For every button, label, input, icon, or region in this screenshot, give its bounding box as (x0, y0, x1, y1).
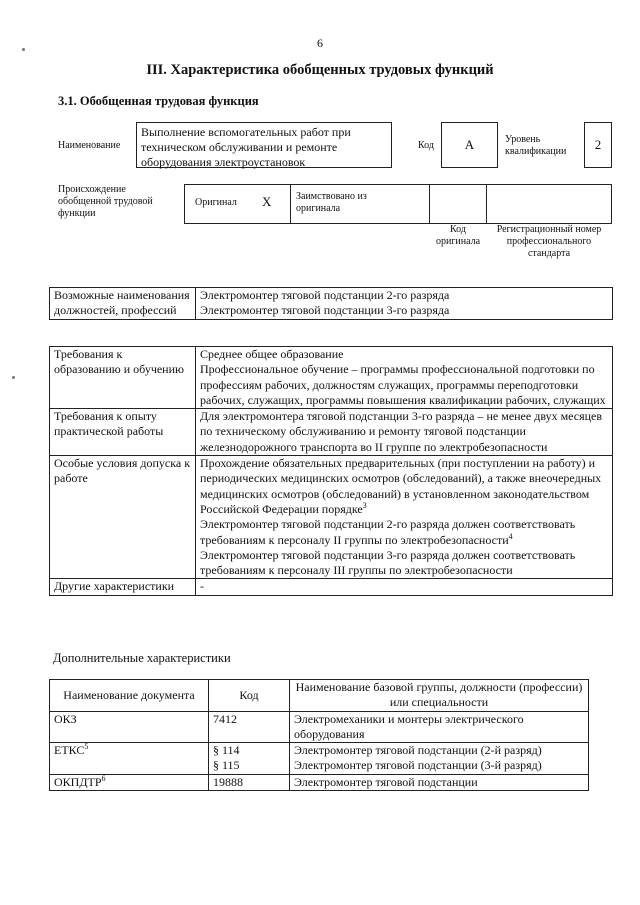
original-mark: X (262, 194, 272, 209)
group-name-line: Электромонтер тяговой подстанции (3-й разряд) (294, 758, 542, 773)
table-row (50, 743, 589, 775)
level-value: 2 (594, 137, 602, 152)
doc-cell (50, 774, 209, 790)
list-item: Электромонтер тяговой подстанции 3-го разряда (200, 303, 450, 318)
origin-divider (486, 184, 487, 224)
code-label: Код (418, 140, 434, 151)
group-name-cell (290, 743, 589, 775)
positions-label: Возможные наименования должностей, профессий (50, 288, 196, 320)
footnote-ref: 6 (101, 773, 106, 783)
table-row (50, 680, 589, 712)
list-item: Электромонтер тяговой подстанции 2-го разряда (200, 288, 450, 302)
requirement-line (200, 456, 608, 517)
footnote-ref: 3 (362, 500, 367, 510)
header-cell: Наименование документа (50, 680, 209, 712)
requirement-line: Электромонтер тяговой подстанции 3-го разряда должен соответствовать требованиям к персоналу III группы по электробезопасности (200, 547, 576, 578)
additional-title: Дополнительные характеристики (53, 651, 231, 665)
doc-name: ОКЗ (54, 711, 77, 726)
footnote-ref: 5 (84, 742, 89, 752)
table-row (50, 579, 613, 595)
requirement-label: Другие характеристики (50, 579, 196, 595)
code-original-caption: Код оригинала (435, 224, 481, 247)
table-row (50, 774, 589, 790)
table-row (50, 456, 613, 579)
subsection-title: 3.1. Обобщенная трудовая функция (58, 94, 259, 108)
table-row (50, 409, 613, 456)
requirement-text: Электромонтер тяговой подстанции 2-го разряда должен соответствовать требованиям к персоналу II группы по электробезопасности (200, 517, 576, 547)
requirement-value: - (196, 579, 613, 595)
table-row (50, 288, 613, 320)
code-value: А (464, 137, 475, 152)
group-name-cell: Электромонтер тяговой подстанции (290, 774, 589, 790)
requirement-line: Среднее общее образование (200, 347, 344, 361)
requirement-value (196, 409, 613, 456)
code-cell (209, 743, 290, 775)
doc-cell (50, 711, 209, 743)
origin-divider (290, 184, 291, 224)
origin-label: Происхождение обобщенной трудовой функции (58, 184, 153, 219)
group-name-line: Электромонтер тяговой подстанции (2-й разряд) (294, 743, 542, 758)
positions-values (196, 288, 613, 320)
table-row (50, 347, 613, 409)
origin-grid (184, 184, 612, 224)
level-value-box (584, 122, 612, 168)
original-label: Оригинал (195, 197, 237, 208)
reg-number-caption: Регистрационный номер профессионального стандарта (496, 224, 602, 259)
name-value: Выполнение вспомогательных работ при техническом обслуживании и ремонте оборудования электроустановок (141, 125, 351, 169)
requirement-label: Требования к образованию и обучению (50, 347, 196, 409)
additional-table (49, 679, 589, 791)
requirement-value (196, 456, 613, 579)
group-name-cell: Электромеханики и монтеры электрического оборудования (290, 711, 589, 743)
code-value-box (441, 122, 498, 168)
borrowed-label: Заимствовано из оригинала (296, 191, 367, 214)
code-cell: 19888 (209, 774, 290, 790)
requirement-label: Требования к опыту практической работы (50, 409, 196, 456)
table-row (50, 711, 589, 743)
doc-name: ЕТКС (54, 743, 85, 758)
requirement-line: Для электромонтера тяговой подстанции 3-го разряда – не менее двух месяцев по техническому обслуживанию и ремонту тяговой подстанции железнодорожного транспорта во II группе по электробезопасности (200, 409, 603, 454)
requirement-line: Профессиональное обучение – программы профессиональной подготовки по профессиям рабочих, должностям служащих, программы переподготовки рабочих, служащих, программы повышения квалификации рабочих, служащих (200, 362, 606, 407)
code-cell: 7412 (209, 711, 290, 743)
requirement-line (200, 517, 608, 548)
doc-cell (50, 743, 209, 775)
requirement-text: Прохождение обязательных предварительных (при поступлении на работу) и периодических медицинских осмотров (обследований), а также внеочередных медицинских осмотров (обследований) в установленном законодательством Российской Федерации порядке (200, 456, 602, 516)
positions-table (49, 287, 613, 320)
header-cell: Наименование базовой группы, должности (профессии) или специальности (290, 680, 589, 712)
code-line: § 115 (213, 758, 240, 773)
requirement-value (196, 347, 613, 409)
scan-mark (12, 376, 15, 379)
name-value-box (136, 122, 392, 168)
footnote-ref: 4 (508, 531, 513, 541)
header-cell: Код (209, 680, 290, 712)
code-line: § 114 (213, 743, 240, 758)
requirement-label: Особые условия допуска к работе (50, 456, 196, 579)
origin-divider (429, 184, 430, 224)
requirements-table (49, 346, 613, 596)
page-number: 6 (317, 36, 323, 50)
name-label: Наименование (58, 140, 121, 151)
section-title: III. Характеристика обобщенных трудовых функций (146, 62, 494, 78)
level-label: Уровень квалификации (505, 134, 567, 157)
doc-name: ОКПДТР (54, 774, 102, 789)
